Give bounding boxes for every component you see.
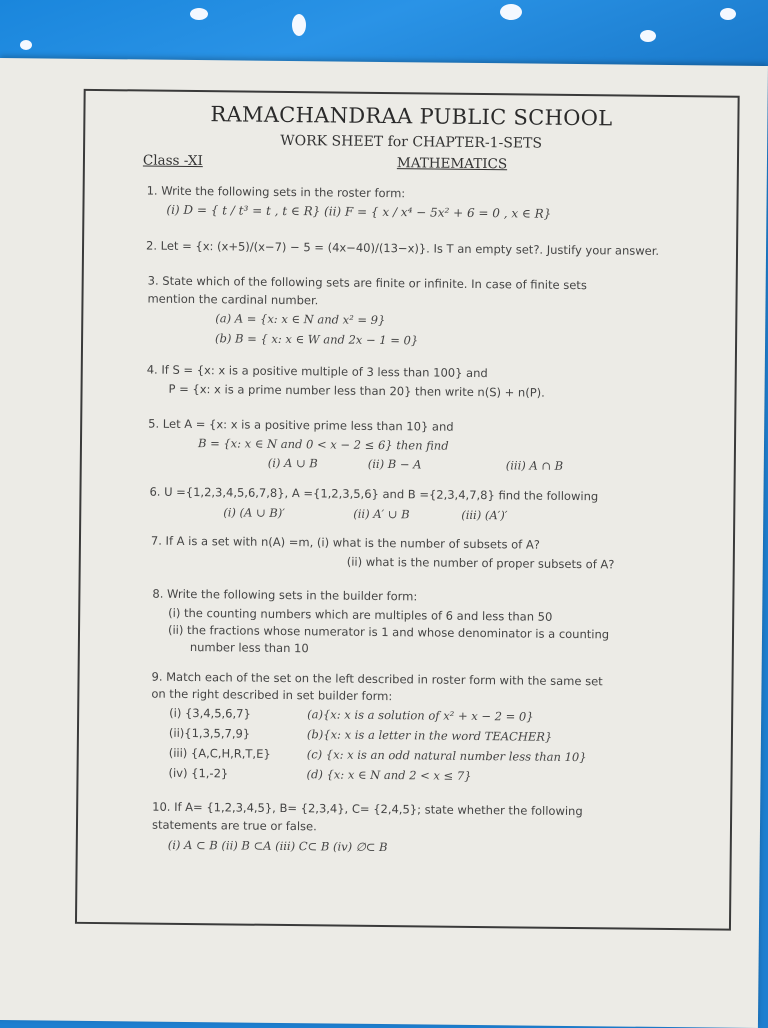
q10-line1: 10. If A= {1,2,3,4,5}, B= {2,3,4}, C= {2,4,5}; state whether the following	[152, 799, 583, 819]
cloth-pattern	[500, 4, 522, 20]
q3-line2: mention the cardinal number.	[147, 291, 319, 308]
q3-b: (b) B = { x: x ∈ W and 2x − 1 = 0}	[215, 331, 419, 348]
q3-a: (a) A = {x: x ∈ N and x² = 9}	[215, 311, 386, 328]
q4-line2: P = {x: x is a prime number less than 20} then write n(S) + n(P).	[168, 381, 545, 400]
cloth-pattern	[292, 14, 306, 36]
q5-line1: 5. Let A = {x: x is a positive prime less than 10} and	[148, 416, 454, 434]
q8-ii-cont: number less than 10	[189, 639, 309, 656]
worksheet-title: WORK SHEET for CHAPTER-1-SETS	[280, 132, 543, 152]
q5-line2: B = {x: x ∈ N and 0 < x − 2 ≤ 6} then find	[197, 436, 449, 453]
q5-iii: (iii) A ∩ B	[505, 458, 564, 473]
q9-right-2: (b){x: x is a letter in the word TEACHER}	[306, 727, 553, 744]
q9-left-3: (iii) {A,C,H,R,T,E}	[168, 745, 271, 761]
school-name: RAMACHANDRAA PUBLIC SCHOOL	[210, 102, 613, 131]
q2-text: 2. Let = {x: (x+5)/(x−7) − 5 = (4x−40)/(13−x)}. Is T an empty set?. Justify your answer.	[145, 238, 660, 258]
q9-line2: on the right described in set builder form:	[151, 686, 393, 704]
worksheet-paper	[0, 58, 768, 1028]
q9-left-1: (i) {3,4,5,6,7}	[169, 705, 251, 721]
q5-i: (i) A ∪ B	[267, 455, 318, 471]
q8-ii: (ii) the fractions whose numerator is 1 and whose denominator is a counting	[167, 622, 610, 642]
q9-right-4: (d) {x: x ∈ N and 2 < x ≤ 7}	[306, 767, 472, 783]
q1-parts: (i) D = { t / t³ = t , t ∈ R} (ii) F = { x / x⁴ − 5x² + 6 = 0 , x ∈ R}	[166, 202, 552, 221]
cloth-pattern	[640, 30, 656, 42]
worksheet-frame	[75, 89, 740, 931]
q1-text: 1. Write the following sets in the roster form:	[146, 183, 406, 201]
q6-iii: (iii) (A′)′	[461, 507, 508, 523]
cloth-pattern	[720, 8, 736, 20]
q9-left-4: (iv) {1,-2}	[168, 765, 229, 781]
q7-line2: (ii) what is the number of proper subsets of A?	[346, 554, 615, 572]
class-label: Class -XI	[142, 152, 203, 170]
q3-line1: 3. State which of the following sets are finite or infinite. In case of finite sets	[147, 273, 587, 293]
q10-line2: statements are true or false.	[151, 817, 317, 834]
q6-ii: (ii) A′ ∪ B	[353, 506, 410, 522]
q9-left-2: (ii){1,3,5,7,9}	[168, 725, 251, 741]
cloth-pattern	[190, 8, 208, 20]
q7-line1: 7. If A is a set with n(A) =m, (i) what is the number of subsets of A?	[150, 533, 540, 552]
q4-line1: 4. If S = {x: x is a positive multiple of 3 less than 100} and	[146, 362, 488, 381]
cloth-pattern	[20, 40, 32, 50]
subject-label: MATHEMATICS	[396, 155, 508, 173]
q6-line1: 6. U ={1,2,3,4,5,6,7,8}, A ={1,2,3,5,6} and B ={2,3,4,7,8} find the following	[149, 484, 599, 504]
q8-line1: 8. Write the following sets in the builder form:	[152, 586, 418, 604]
q9-right-3: (c) {x: x is an odd natural number less than 10}	[306, 747, 587, 765]
q10-parts: (i) A ⊂ B (ii) B ⊂A (iii) C⊂ B (iv) ∅⊂ B	[167, 837, 388, 855]
q9-line1: 9. Match each of the set on the left described in roster form with the same set	[151, 669, 603, 689]
q5-ii: (ii) B − A	[367, 456, 422, 472]
q6-i: (i) (A ∪ B)′	[223, 505, 285, 520]
q9-right-1: (a){x: x is a solution of x² + x − 2 = 0}	[307, 707, 534, 724]
q8-i: (i) the counting numbers which are multiples of 6 and less than 50	[168, 605, 553, 624]
